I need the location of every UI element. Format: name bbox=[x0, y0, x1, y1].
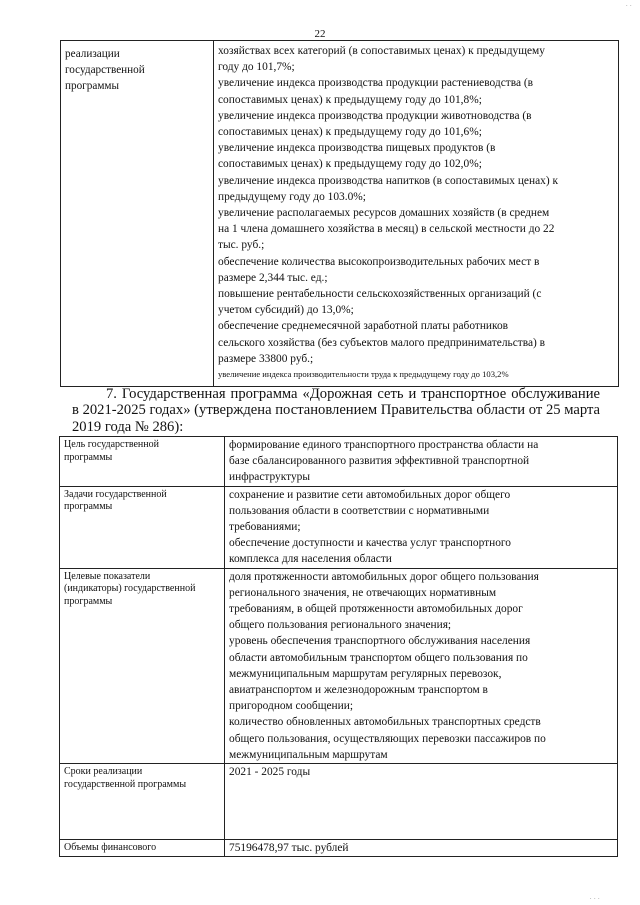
row-content bbox=[225, 437, 618, 487]
text-line: на 1 члена домашнего хозяйства в месяц) в сельской местности до 22 bbox=[218, 223, 555, 236]
text-line: сопоставимых ценах) к предыдущему году до 101,8%; bbox=[218, 93, 482, 106]
table-row bbox=[60, 764, 618, 840]
row-content bbox=[225, 764, 618, 840]
text-line: межмуниципальным маршрутам регулярных перевозок, bbox=[229, 667, 502, 680]
table-program-passport bbox=[59, 436, 618, 857]
text-line: размере 2,344 тыс. ед.; bbox=[218, 271, 328, 284]
text-line: увеличение индекса производства продукции растениеводства (в bbox=[218, 77, 534, 90]
text-line: комплекса для населения области bbox=[229, 553, 392, 566]
row-label: Сроки реализации государственной программы bbox=[60, 764, 225, 840]
text-line: обеспечение среднемесячной заработной платы работников bbox=[218, 320, 509, 333]
row-content bbox=[225, 486, 618, 568]
scan-mark-top: · · bbox=[625, 2, 632, 10]
text-line: учетом субсидий) до 13,0%; bbox=[218, 304, 354, 317]
text-line: размере 33800 руб.; bbox=[218, 352, 314, 365]
text-line: увеличение индекса производства напитков (в сопоставимых ценах) к bbox=[218, 174, 558, 187]
text-line: хозяйствах всех категорий (в сопоставимых ценах) к предыдущему bbox=[218, 45, 545, 57]
row-label: Объемы финансового bbox=[60, 840, 225, 857]
table-row bbox=[60, 437, 618, 487]
text-line: области автомобильным транспортом общего пользования по bbox=[229, 651, 528, 664]
table-row bbox=[60, 840, 618, 857]
text-line: межмуниципальным маршрутам bbox=[229, 748, 388, 761]
text-line: базе сбалансированного развития эффективной транспортной bbox=[229, 455, 530, 468]
text-line: пригородном сообщении; bbox=[229, 700, 353, 713]
section-heading: 7. Государственная программа «Дорожная сеть и транспортное обслуживание в 2021-2025 годах» (утверждена постановлением Правительства области от 25 марта 2019 года № 286): bbox=[72, 386, 600, 435]
row-label: Цель государственной программы bbox=[60, 437, 225, 487]
text-line: доля протяженности автомобильных дорог общего пользования bbox=[229, 570, 539, 583]
text-line: авиатранспортом и железнодорожным транспортом в bbox=[229, 684, 488, 697]
text-line-small: увеличение индекса производительности труда к предыдущему году до 103,2% bbox=[218, 369, 509, 380]
table-goals-continued bbox=[60, 40, 619, 387]
table-row bbox=[61, 41, 619, 387]
text-line: году до 101,7%; bbox=[218, 61, 295, 74]
text-line: повышение рентабельности сельскохозяйственных организаций (с bbox=[218, 288, 542, 301]
text-line: 2021 - 2025 годы bbox=[229, 766, 311, 779]
text-line: 75196478,97 тыс. рублей bbox=[229, 842, 349, 855]
row-label: Целевые показатели (индикаторы) государственной программы bbox=[60, 568, 225, 763]
text-line: количество обновленных автомобильных транспортных средств bbox=[229, 716, 541, 729]
text-line: увеличение индекса производства продукции животноводства (в bbox=[218, 109, 532, 122]
text-line: предыдущему году до 103.0%; bbox=[218, 190, 366, 203]
text-line: тыс. руб.; bbox=[218, 239, 265, 252]
text-line: формирование единого транспортного пространства области на bbox=[229, 439, 539, 451]
text-line: уровень обеспечения транспортного обслуживания населения bbox=[229, 635, 531, 648]
text-line: требованиями; bbox=[229, 521, 301, 534]
table-row bbox=[60, 486, 618, 568]
row-content bbox=[225, 840, 618, 857]
row-content bbox=[214, 41, 619, 387]
page-number: 22 bbox=[314, 28, 326, 40]
text-line: требованиям, в общей протяженности автомобильных дорог bbox=[229, 603, 523, 616]
row-content bbox=[225, 568, 618, 763]
text-line: увеличение располагаемых ресурсов домашних хозяйств (в среднем bbox=[218, 207, 550, 220]
scan-mark-bottom: · · · bbox=[589, 895, 600, 903]
text-line: регионального значения, не отвечающих нормативным bbox=[229, 586, 497, 599]
text-line: увеличение индекса производства пищевых продуктов (в bbox=[218, 142, 496, 155]
row-label: реализации государственной программы bbox=[61, 41, 214, 387]
text-line: сельского хозяйства (без субъектов малого предпринимательства) в bbox=[218, 336, 546, 349]
text-line: общего пользования, осуществляющих перевозки пассажиров по bbox=[229, 732, 546, 745]
text-line: пользования области в соответствии с нормативными bbox=[229, 504, 490, 517]
text-line: сопоставимых ценах) к предыдущему году до 102,0%; bbox=[218, 158, 482, 171]
table-row bbox=[60, 568, 618, 763]
text-line: общего пользования регионального значения; bbox=[229, 619, 452, 632]
text-line: обеспечение доступности и качества услуг транспортного bbox=[229, 537, 511, 550]
text-line: сохранение и развитие сети автомобильных дорог общего bbox=[229, 488, 511, 501]
row-label: Задачи государственной программы bbox=[60, 486, 225, 568]
text-line: инфраструктуры bbox=[229, 471, 310, 484]
text-line: обеспечение количества высокопроизводительных рабочих мест в bbox=[218, 255, 540, 268]
text-line: сопоставимых ценах) к предыдущему году до 101,6%; bbox=[218, 126, 482, 139]
